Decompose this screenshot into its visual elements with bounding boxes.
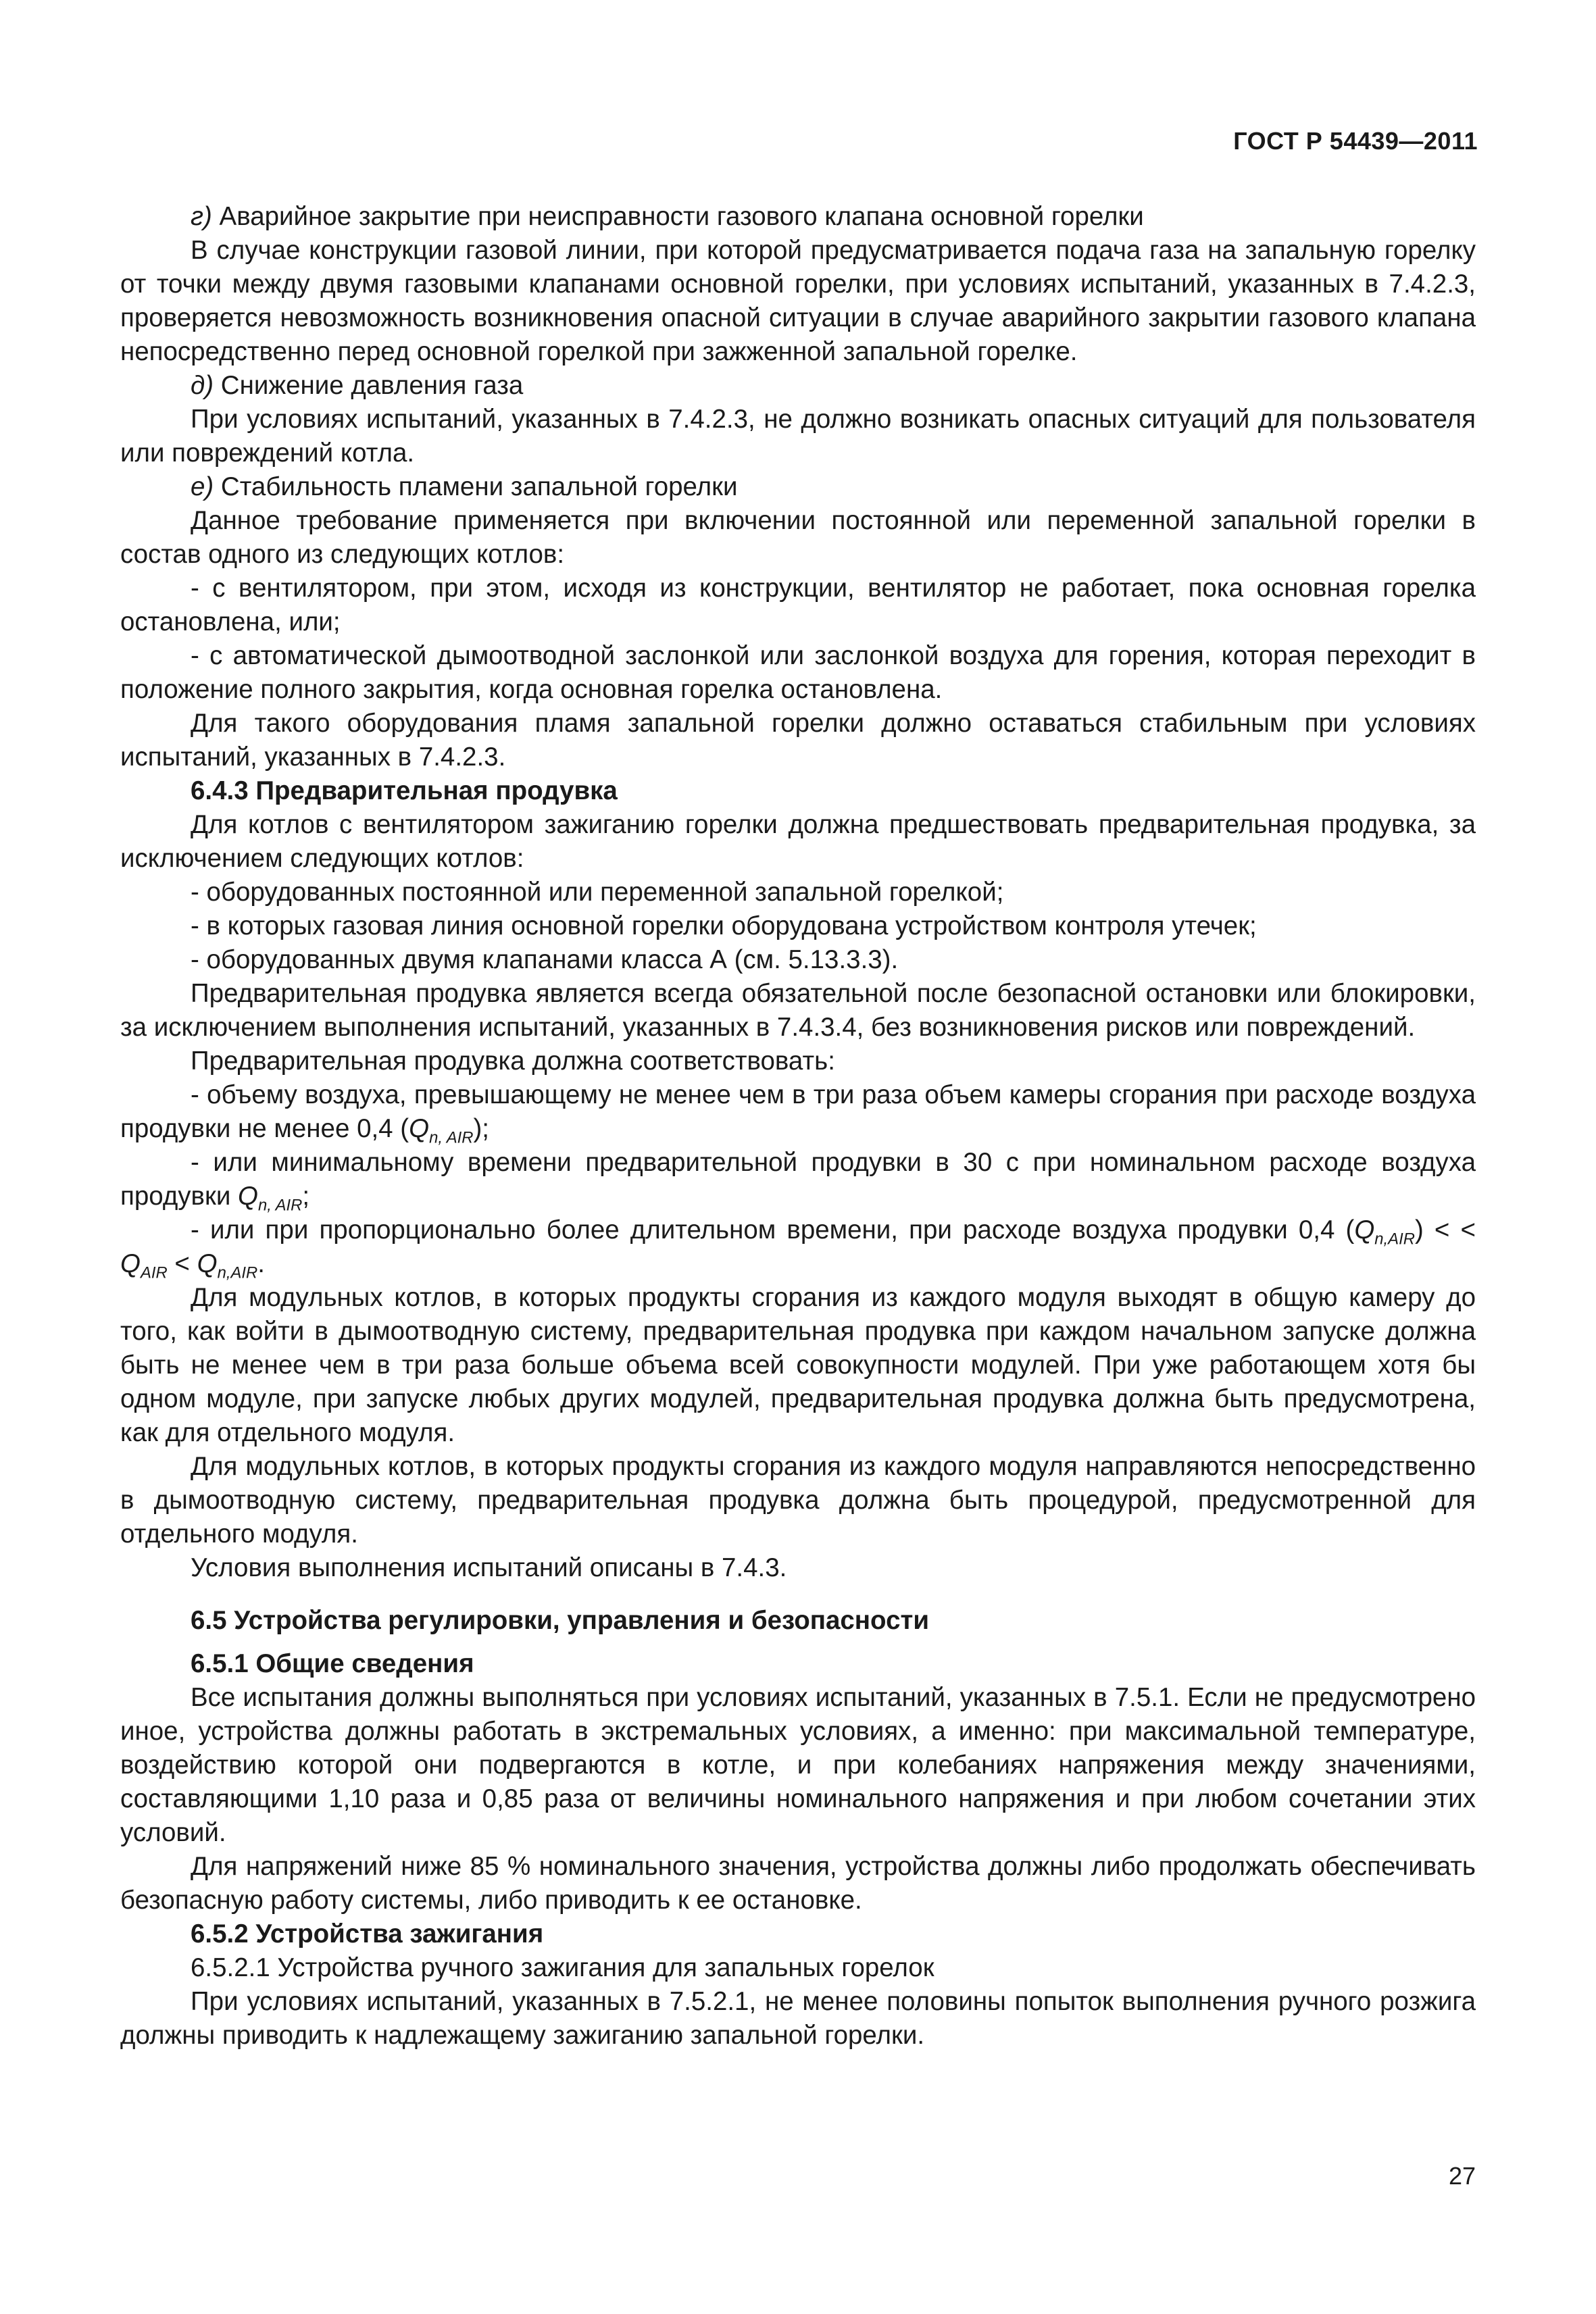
document-code: ГОСТ Р 54439—2011 <box>1233 127 1478 155</box>
paragraph: Для котлов с вентилятором зажиганию горелки должна предшествовать предварительная продувка, за исключением следующих котлов: <box>120 810 1476 873</box>
paragraph: Данное требование применяется при включении постоянной или переменной запальной горелки в состав одного из следующих котлов: <box>120 506 1476 569</box>
section-heading-6-4-3: 6.4.3 Предварительная продувка <box>191 776 618 805</box>
paragraph: Условия выполнения испытаний описаны в 7.4.3. <box>191 1553 787 1582</box>
list-item: - с автоматической дымоотводной заслонкой или заслонкой воздуха для горения, которая переходит в положение полного закрытия, когда основная горелка остановлена. <box>120 641 1476 704</box>
list-item: - с вентилятором, при этом, исходя из конструкции, вентилятор не работает, пока основная горелка остановлена, или; <box>120 574 1476 636</box>
paragraph: г) Аварийное закрытие при неисправности газового клапана основной горелки <box>191 202 1144 231</box>
paragraph: При условиях испытаний, указанных в 7.4.2.3, не должно возникать опасных ситуаций для пользователя или повреждений котла. <box>120 405 1476 468</box>
list-item: - или минимальному времени предварительной продувки в 30 с при номинальном расходе воздуха продувки $Q_{n, AIR}$; <box>120 1148 1476 1215</box>
paragraph: В случае конструкции газовой линии, при которой предусматривается подача газа на запальную горелку от точки между двумя газовыми клапанами основной горелки, при условиях испытаний, указанных в 7.4.2.3, проверяется невозможность возникновения опасной ситуации в случае аварийного закрытии газового клапана непосредственно перед основной горелкой при зажженной запальной горелке. <box>120 236 1476 366</box>
paragraph: Для модульных котлов, в которых продукты сгорания из каждого модуля направляются непосредственно в дымоотводную систему, предварительная продувка должна быть процедурой, предусмотренной для отдельного модуля. <box>120 1452 1476 1549</box>
paragraph: д) Снижение давления газа <box>191 371 524 400</box>
section-heading-6-5-2: 6.5.2 Устройства зажигания <box>191 1919 544 1948</box>
paragraph: Для модульных котлов, в которых продукты сгорания из каждого модуля выходят в общую камеру до того, как войти в дымоотводную систему, предварительная продувка при каждом начальном запуске должна быть не менее чем в три раза больше объема всей совокупности модулей. При уже работающем хотя бы одном модуле, при запуске любых других модулей, предварительная продувка должна быть предусмотрена, как для отдельного модуля. <box>120 1283 1476 1447</box>
paragraph: При условиях испытаний, указанных в 7.5.2.1, не менее половины попыток выполнения ручного розжига должны приводить к надлежащему зажиганию запальной горелки. <box>120 1987 1476 2050</box>
paragraph: Предварительная продувка является всегда обязательной после безопасной остановки или блокировки, за исключением выполнения испытаний, указанных в 7.4.3.4, без возникновения рисков или повреждений. <box>120 979 1476 1042</box>
paragraph: Для напряжений ниже 85 % номинального значения, устройства должны либо продолжать обеспечивать безопасную работу системы, либо приводить к ее остановке. <box>120 1852 1476 1915</box>
page-body <box>120 200 1476 2053</box>
list-item: - или при пропорционально более длительном времени, при расходе воздуха продувки 0,4 $(Q_{n,AIR})$ < < $Q_{AIR} < Q_{n,AIR}$. <box>120 1215 1476 1282</box>
paragraph: е) Стабильность пламени запальной горелки <box>191 472 738 501</box>
list-item: - оборудованных двумя клапанами класса А (см. 5.13.3.3). <box>191 945 899 974</box>
list-item: - оборудованных постоянной или переменной запальной горелкой; <box>191 878 1004 907</box>
subsection-title: 6.5.2.1 Устройства ручного зажигания для запальных горелок <box>191 1953 934 1982</box>
paragraph: Предварительная продувка должна соответствовать: <box>191 1047 835 1076</box>
page-number: 27 <box>1448 2162 1476 2190</box>
list-item: - объему воздуха, превышающему не менее чем в три раза объем камеры сгорания при расходе воздуха продувки не менее 0,4 $(Q_{n, AIR})$; <box>120 1080 1476 1147</box>
paragraph: Для такого оборудования пламя запальной горелки должно оставаться стабильным при условиях испытаний, указанных в 7.4.2.3. <box>120 709 1476 772</box>
list-item: - в которых газовая линия основной горелки оборудована устройством контроля утечек; <box>191 911 1257 940</box>
section-heading-6-5-1: 6.5.1 Общие сведения <box>191 1649 474 1678</box>
section-heading-6-5: 6.5 Устройства регулировки, управления и безопасности <box>191 1606 930 1635</box>
paragraph: Все испытания должны выполняться при условиях испытаний, указанных в 7.5.1. Если не предусмотрено иное, устройства должны работать в экстремальных условиях, а именно: при максимальной температуре, воздействию которой они подвергаются в котле, и при колебаниях напряжения между значениями, составляющими 1,10 раза и 0,85 раза от величины номинального напряжения и при любом сочетании этих условий. <box>120 1683 1476 1847</box>
